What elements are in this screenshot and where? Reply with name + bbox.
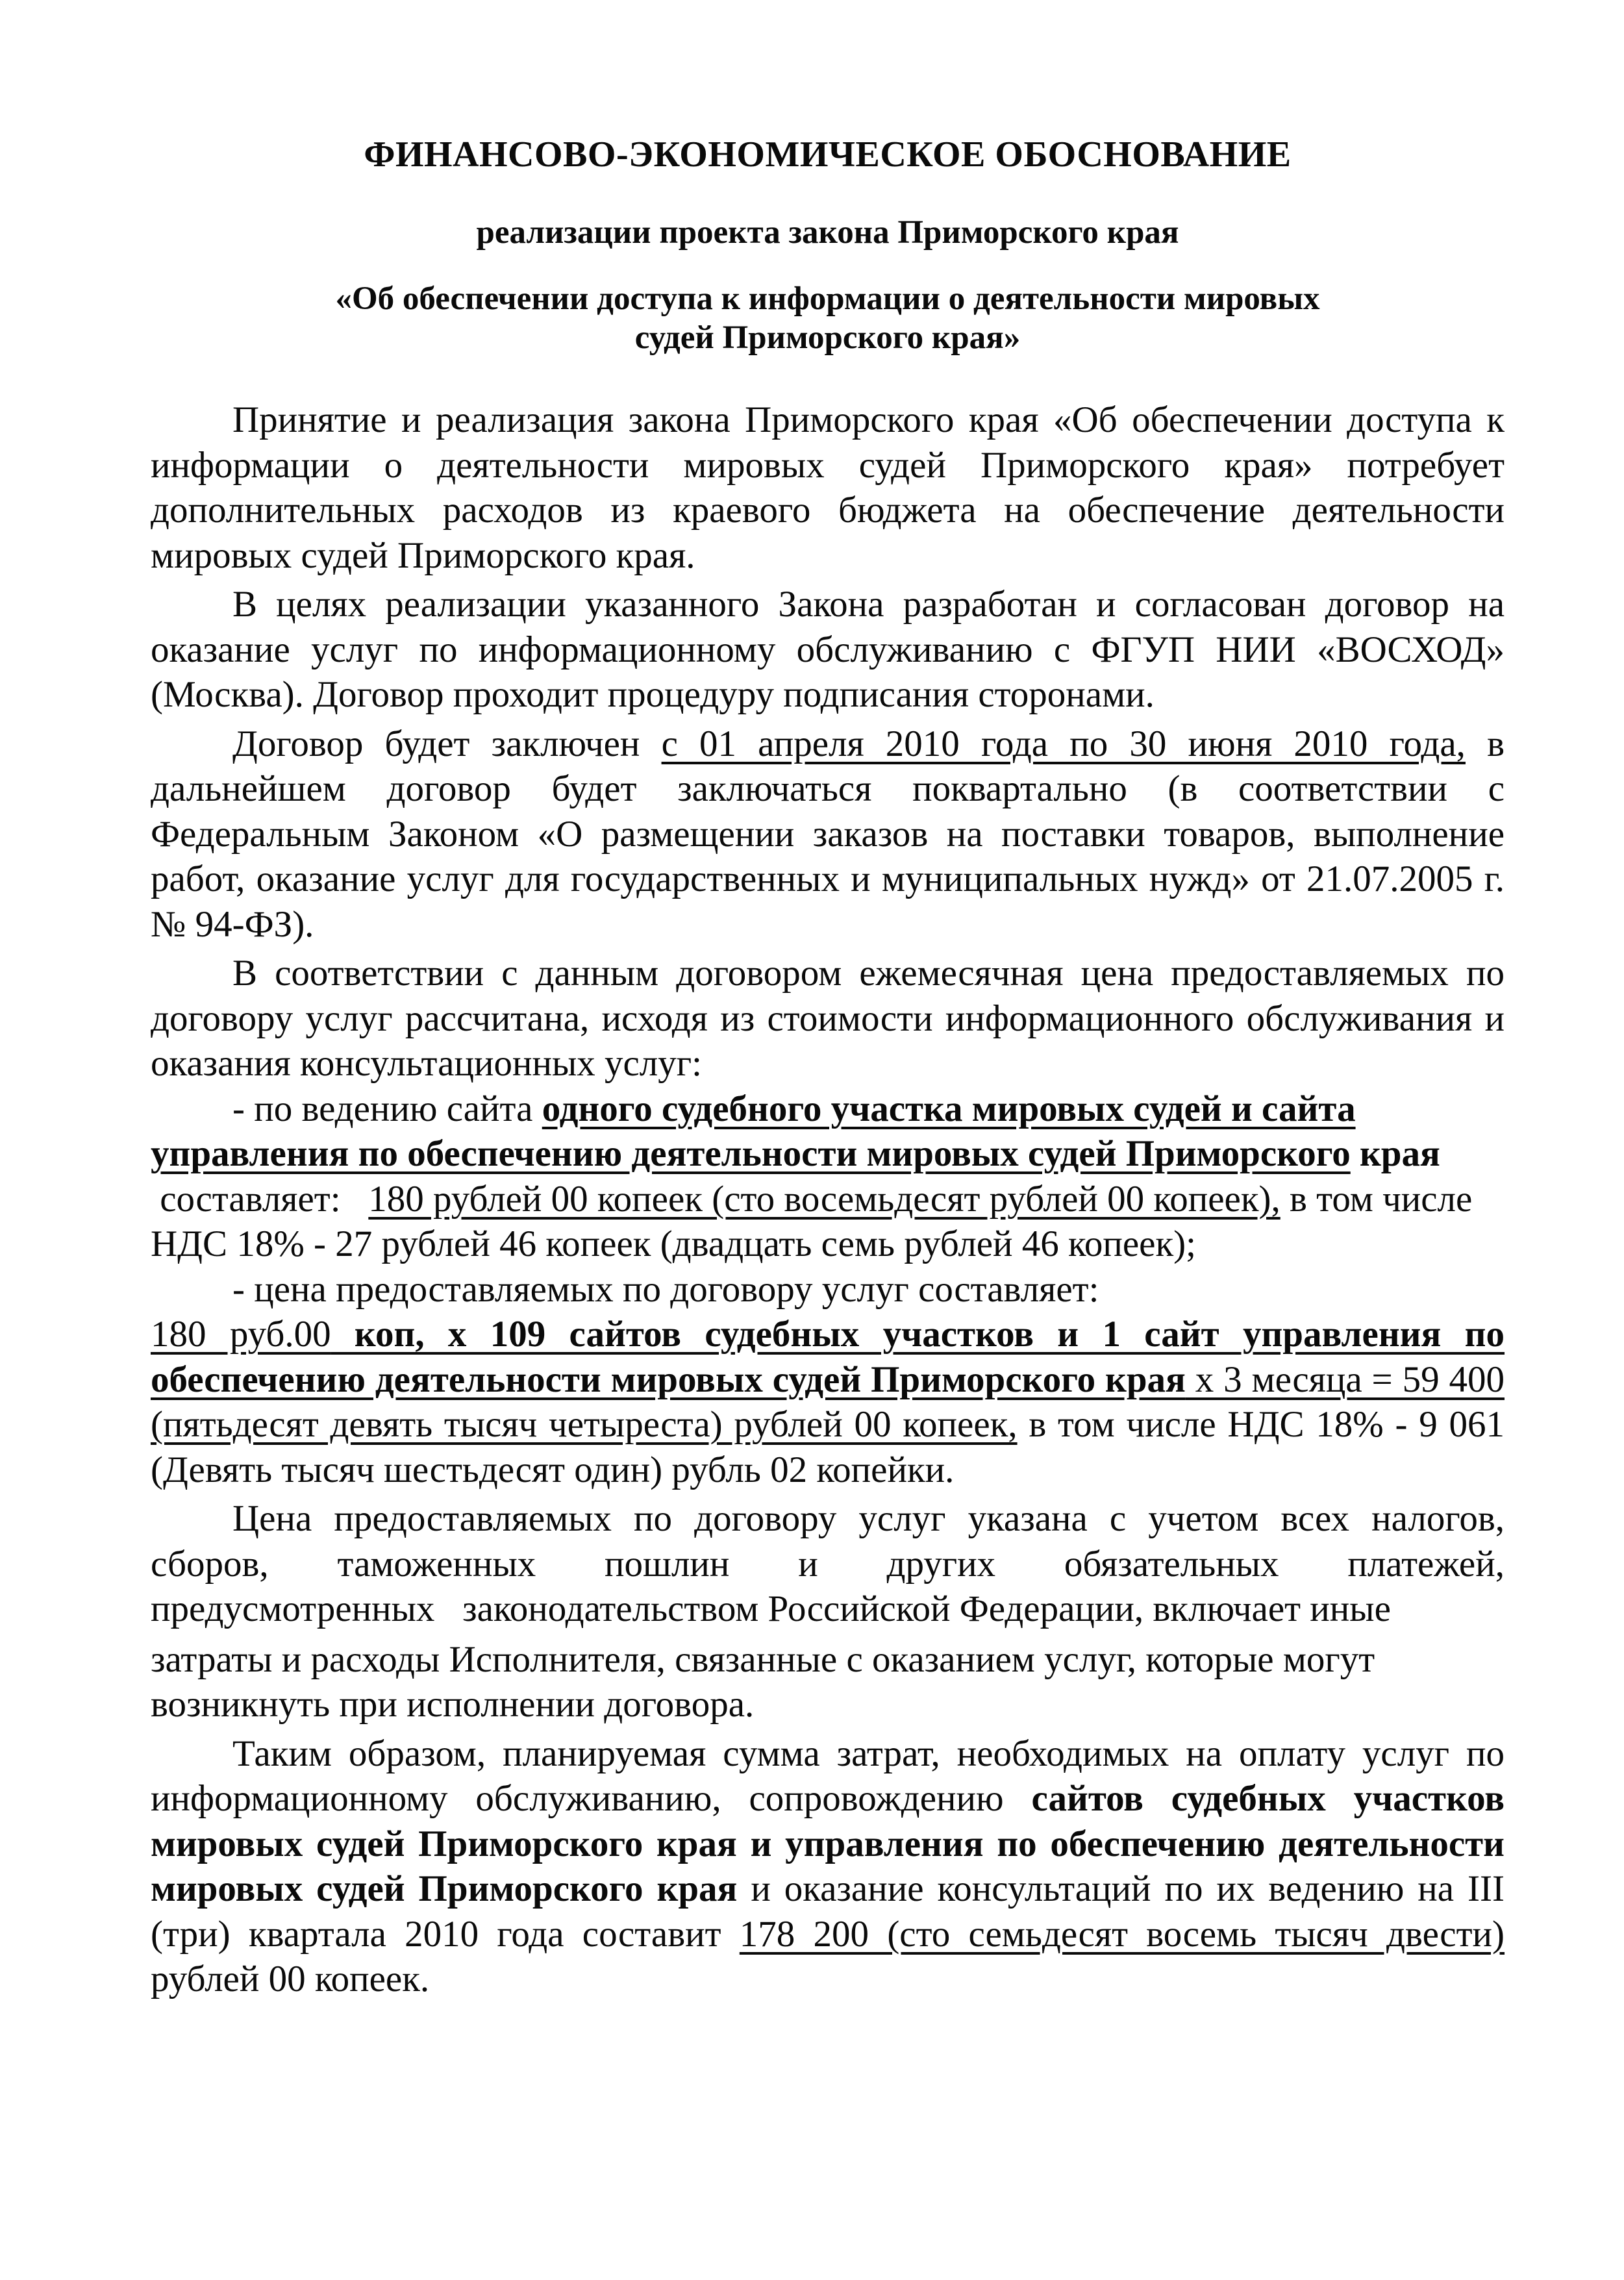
conclusion-lead: Таким образом, планируемая сумма затрат, необходимых на оплату услуг по информационному обслуживанию, сопровождению <box>151 1733 1505 1819</box>
calc-vat: в том числе НДС 18% - 9 061 (Девять тысяч шестьдесят один) рубль 02 копейки. <box>151 1404 1505 1490</box>
law-title-line-2: судей Приморского края» <box>634 319 1021 356</box>
conclusion-mid: и оказание консультаций по их ведению на III (три) квартала 2010 года составит <box>151 1868 1505 1955</box>
contract-period: с 01 апреля 2010 года по 30 июня 2010 года, <box>661 723 1466 764</box>
price-includes-line-4: затраты и расходы Исполнителя, связанные с оказанием услуг, которые могут <box>151 1638 1375 1680</box>
bullet-total-price-lead: - цена предоставляемых по договору услуг составляет: <box>232 1268 1099 1310</box>
document-subtitle: реализации проекта закона Приморского края <box>476 214 1179 251</box>
price-includes-line-2: сборов, таможенных пошлин и других обязательных платежей, <box>151 1543 1505 1585</box>
document-title: ФИНАНСОВО-ЭКОНОМИЧЕСКОЕ ОБОСНОВАНИЕ <box>364 134 1292 175</box>
period-rest: в дальнейшем договор будет заключаться поквартально (в соответствии с Федеральным Законом «О размещении заказов на поставки товаров, выполнение работ, оказание услуг для государственных и муниципальных нужд» от 21.07.2005 г. № 94-ФЗ). <box>151 723 1505 945</box>
calc-sites: коп, х 109 сайтов судебных участков и 1 сайт управления по обеспечению деятельности мировых судей Приморского края <box>151 1314 1505 1400</box>
price-includes-line-3: предусмотренных законодательством Российской Федерации, включает иные <box>151 1588 1391 1629</box>
paragraph-pricing-basis: В соответствии с данным договором ежемесячная цена предоставляемых по договору услуг рассчитана, исходя из стоимости информационного обслуживания и оказания консультационных услуг: <box>151 953 1505 1084</box>
calc-unit-price: 180 руб.00 <box>151 1314 331 1355</box>
document-body <box>151 397 1505 2002</box>
paragraph-conclusion <box>151 1731 1505 2002</box>
paragraph-contract-period <box>151 721 1505 947</box>
conclusion-subject: сайтов судебных участков мировых судей Приморского края и управления по обеспечению деятельности мировых судей Приморского края <box>151 1778 1505 1909</box>
bullet1-subject-tail: края <box>1350 1133 1440 1174</box>
conclusion-tail: рублей 00 копеек. <box>151 1959 430 1999</box>
bullet-site-price <box>151 1086 1505 1267</box>
conclusion-total: 178 200 (сто семьдесят восемь тысяч двести) <box>739 1913 1505 1955</box>
bullet1-price: 180 рублей 00 копеек (сто восемьдесят рублей 00 копеек), <box>368 1178 1280 1220</box>
law-title <box>151 279 1505 357</box>
price-includes-line-1: Цена предоставляемых по договору услуг указана с учетом всех налогов, <box>232 1498 1505 1539</box>
paragraph-price-includes <box>151 1496 1505 1727</box>
bullet1-subject: одного судебного участка мировых судей и сайта управления по обеспечению деятельности мировых судей Приморского <box>151 1088 1356 1174</box>
bullet-total-price-calc <box>151 1312 1505 1492</box>
paragraph-contract: В целях реализации указанного Закона разработан и согласован договор на оказание услуг по информационному обслуживанию с ФГУП НИИ «ВОСХОД» (Москва). Договор проходит процедуру подписания сторонами. <box>151 584 1505 715</box>
price-includes-line-5: возникнуть при исполнении договора. <box>151 1684 755 1725</box>
calc-total: х 3 месяца = 59 400 (пятьдесят девять тысяч четыреста) рублей 00 копеек, <box>151 1359 1505 1445</box>
paragraph-intro: Принятие и реализация закона Приморского края «Об обеспечении доступа к информации о деятельности мировых судей Приморского края» потребует дополнительных расходов из краевого бюджета на обеспечение деятельности мировых судей Приморского края. <box>151 399 1505 576</box>
period-lead: Договор будет заключен <box>232 723 662 764</box>
law-title-line-1: «Об обеспечении доступа к информации о деятельности мировых <box>335 281 1320 317</box>
bullet1-lead: - по ведению сайта <box>232 1088 542 1129</box>
bullet1-mid: составляет: <box>151 1178 369 1220</box>
bullet1-vat: в том числе НДС 18% - 27 рублей 46 копеек (двадцать семь рублей 46 копеек); <box>151 1178 1473 1264</box>
